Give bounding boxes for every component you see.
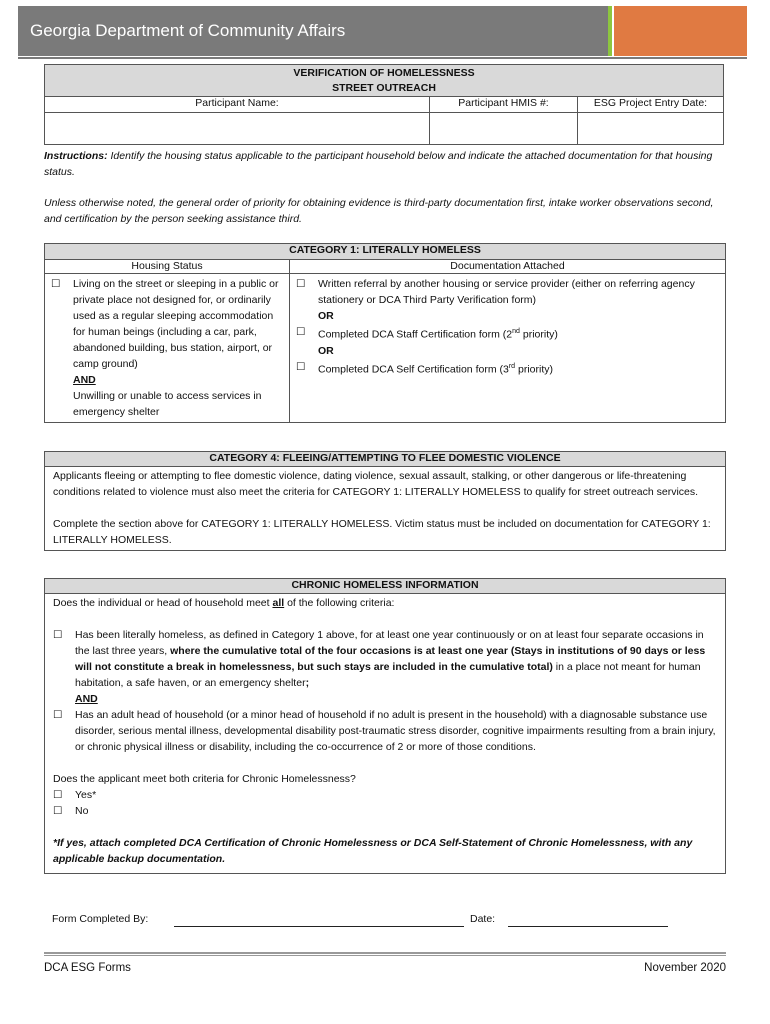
doc-staff-cert [318,324,558,343]
form-title [45,65,724,97]
participant-name-label: Participant Name: [45,97,430,113]
housing-status-text: Living on the street or sleeping in a public or private place not designed for, or ordinarily used as a regular sleeping accommodation for human beings (including a car, park, abandoned building, bus station, airport, or camp ground) [73,278,279,370]
instructions [44,148,726,180]
form-title-line2: STREET OUTREACH [332,82,436,94]
entry-date-field[interactable] [578,113,724,145]
doc-self-cert-text: Completed DCA Self Certification form (3 [318,363,509,375]
chronic-question-a: Does the individual or head of household meet [53,597,273,609]
chronic-question-all: all [272,597,285,609]
footer-right: November 2020 [644,962,726,974]
footer-left: DCA ESG Forms [44,962,131,974]
criteria-1-semicolon: ; [305,677,310,689]
instructions-text: Identify the housing status applicable to the participant household below and indicate the attached documentation for that housing status. [44,150,713,178]
doc-self-cert-sup: rd [508,362,516,370]
checkbox-third-party[interactable]: ☐ [296,278,306,290]
completed-by-label: Form Completed By: [52,913,149,925]
instructions-label: Instructions: [44,150,108,162]
header-accent-bar [608,6,612,56]
footer-rule [44,952,726,954]
footer-rule-2 [44,955,726,956]
criteria-2: Has an adult head of household (or a minor head of household if no adult is present in the household) with a diagnosable substance use disorder, serious mental illness, developmental disability post-traumatic stress disorder, cognitive impairments resulting from a brain injury, or chronic physical illness or disability, including the co-occurrence of 2 or more of those conditions. [75,709,716,753]
participant-hmis-field[interactable] [430,113,578,145]
chronic-question-b: of the following criteria: [284,597,395,609]
page-header [18,6,747,56]
priority-note: Unless otherwise noted, the general order of priority for obtaining evidence is third-party documentation first, intake worker observations second, and certification by the person seeking assistance third. [44,197,714,225]
doc-staff-cert-end: priority) [519,328,558,341]
participant-table [44,64,724,145]
or-label-2: OR [318,344,334,357]
checkbox-no[interactable]: ☐ [53,805,63,817]
checkbox-criteria-1[interactable]: ☐ [53,629,63,641]
criteria-1-b: in a place not meant for human habitation, a safe haven, or an emergency shelter [75,661,701,689]
doc-self-cert [318,359,553,378]
org-title: Georgia Department of Community Affairs [18,6,608,56]
participant-hmis-label: Participant HMIS #: [430,97,578,113]
criteria-1-bold: where the cumulative total of the four occasions is at least one year (Stays in institutions of 90 days or less will not constitute a break in homelessness, but such stays are included in the cumulative total) [75,645,706,673]
no-label: No [75,805,89,817]
doc-staff-cert-text: Completed DCA Staff Certification form (2 [318,328,513,341]
and-label-chronic: AND [75,693,98,705]
form-title-line1: VERIFICATION OF HOMELESSNESS [293,67,475,79]
checkbox-yes[interactable]: ☐ [53,789,63,801]
category4-table [44,451,726,551]
housing-status-cell [45,274,290,423]
documentation-cell [290,274,726,423]
chronic-note: *If yes, attach completed DCA Certification of Chronic Homelessness or DCA Self-Statement of Chronic Homelessness, with any applicable backup documentation. [53,837,693,865]
checkbox-criteria-2[interactable]: ☐ [53,709,63,721]
category4-paragraph1: Applicants fleeing or attempting to flee domestic violence, dating violence, sexual assault, stalking, or other dangerous or life-threatening conditions related to violence must also meet the criteria for CATEGORY 1: LITERALLY HOMELESS to qualify for street outreach services. [53,470,699,498]
chronic-question [53,595,717,611]
category1-table [44,243,726,423]
or-label-1: OR [318,310,334,322]
and-label: AND [73,374,96,386]
housing-status-header: Housing Status [45,260,290,274]
doc-self-cert-end: priority) [515,363,553,375]
category1-title: CATEGORY 1: LITERALLY HOMELESS [45,244,726,260]
chronic-table [44,578,726,874]
participant-name-field[interactable] [45,113,430,145]
category4-paragraph2: Complete the section above for CATEGORY 1: LITERALLY HOMELESS. Victim status must be included on documentation for CATEGORY 1: LITERALLY HOMELESS. [53,518,711,546]
checkbox-staff-cert[interactable]: ☐ [296,326,306,338]
checkbox-self-cert[interactable]: ☐ [296,360,306,373]
completed-by-field[interactable] [174,926,464,927]
chronic-question-2: Does the applicant meet both criteria for Chronic Homelessness? [53,773,356,785]
checkbox-literally-homeless[interactable]: ☐ [51,278,61,290]
category4-title: CATEGORY 4: FLEEING/ATTEMPTING TO FLEE DOMESTIC VIOLENCE [45,452,726,467]
header-rule [18,57,747,59]
doc-staff-cert-sup: nd [512,328,520,335]
yes-label: Yes* [75,789,97,801]
criteria-1 [75,627,717,691]
housing-status-text-2: Unwilling or unable to access services in emergency shelter [73,390,262,418]
entry-date-label: ESG Project Entry Date: [578,97,724,113]
criteria-1-a: Has been literally homeless, as defined in Category 1 above, for at least one year continuously or on at least four separate occasions in the last three years, [75,629,704,657]
header-accent-block [614,6,747,56]
documentation-header: Documentation Attached [290,260,726,274]
date-label: Date: [470,913,496,925]
doc-third-party: Written referral by another housing or service provider (either on referring agency stationery or DCA Third Party Verification form) [318,278,695,306]
chronic-title: CHRONIC HOMELESS INFORMATION [45,579,726,594]
chronic-body [45,594,726,874]
category4-body [45,467,726,551]
date-field[interactable] [508,926,668,927]
